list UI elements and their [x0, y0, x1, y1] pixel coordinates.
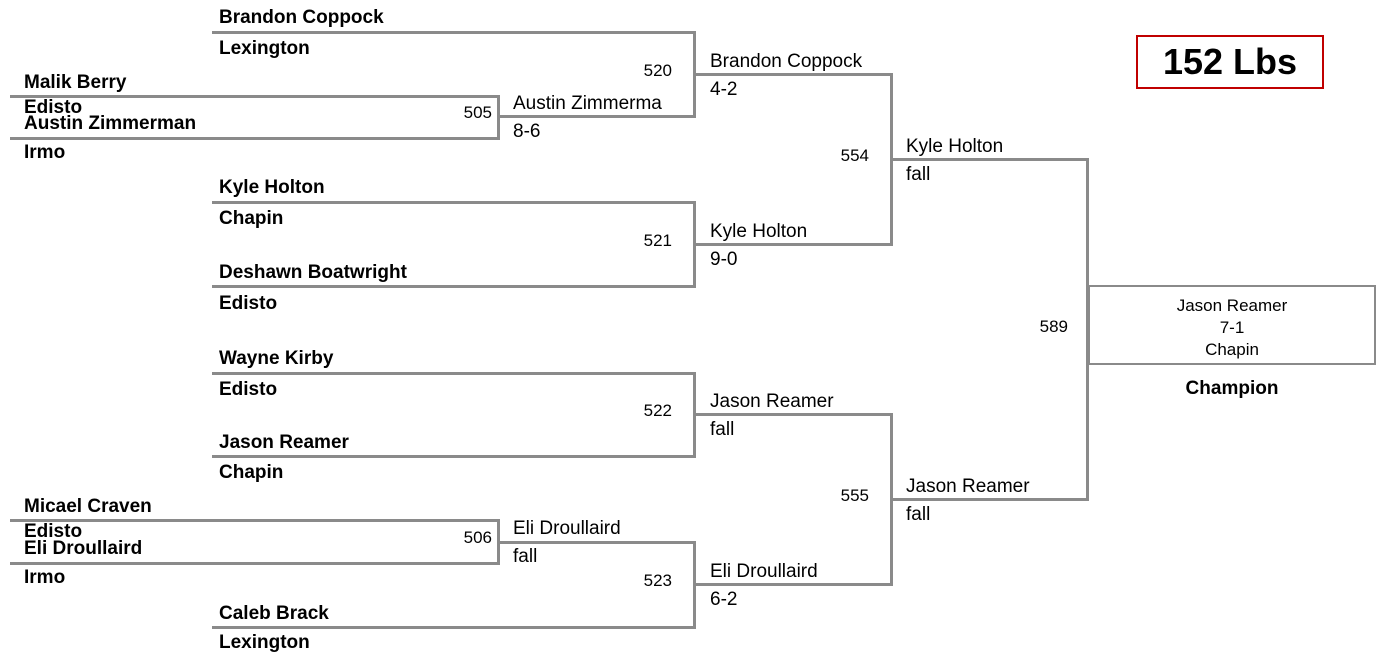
- bracket-line: [212, 201, 696, 204]
- bracket-line: [212, 455, 696, 458]
- wrestler-team: Edisto: [24, 521, 83, 542]
- wrestler-name: Caleb Brack: [219, 603, 329, 624]
- champion-score: 7-1: [1219, 318, 1245, 337]
- bout-number: 522: [643, 401, 672, 420]
- bracket-line: [890, 158, 1089, 161]
- bracket-line: [10, 562, 500, 565]
- wrestler-team: Irmo: [24, 567, 66, 588]
- bout-winner: Eli Droullaird: [513, 518, 621, 539]
- bracket-line: [497, 115, 696, 118]
- wrestler-team: Edisto: [24, 97, 83, 118]
- bracket-line: [890, 498, 1089, 501]
- bout-number: 589: [1039, 317, 1068, 336]
- bout-score: fall: [710, 419, 735, 440]
- bracket-line: [212, 626, 696, 629]
- champion-name: Jason Reamer: [1176, 296, 1288, 315]
- weight-class-badge: 152 Lbs: [1136, 35, 1324, 89]
- bracket-line: [212, 372, 696, 375]
- bout-winner: Austin Zimmerma: [513, 93, 662, 114]
- bracket-line: [693, 243, 893, 246]
- bracket-line: [212, 285, 696, 288]
- wrestler-name: Wayne Kirby: [219, 348, 334, 369]
- wrestler-team: Chapin: [219, 208, 284, 229]
- bout-score: 8-6: [513, 121, 541, 142]
- champion-team: Chapin: [1205, 340, 1259, 359]
- bout-number: 554: [840, 146, 869, 165]
- bout-score: fall: [513, 546, 538, 567]
- wrestler-team: Chapin: [219, 462, 284, 483]
- bout-number: 555: [840, 486, 869, 505]
- wrestler-name: Micael Craven: [24, 496, 152, 517]
- wrestler-team: Edisto: [219, 293, 278, 314]
- bracket-line: [212, 31, 696, 34]
- bracket-line: [10, 95, 500, 98]
- bout-winner: Jason Reamer: [710, 391, 834, 412]
- wrestler-name: Jason Reamer: [219, 432, 349, 453]
- bout-number: 521: [643, 231, 672, 250]
- bracket-line: [10, 137, 500, 140]
- bout-winner: Jason Reamer: [906, 476, 1030, 497]
- bracket-line: [693, 73, 893, 76]
- wrestler-team: Edisto: [219, 379, 278, 400]
- bout-score: 4-2: [710, 79, 738, 100]
- wrestler-name: Austin Zimmerman: [24, 113, 197, 134]
- bout-number: 506: [463, 528, 492, 547]
- bout-winner: Eli Droullaird: [710, 561, 818, 582]
- bout-number: 520: [643, 61, 672, 80]
- bout-score: 9-0: [710, 249, 738, 270]
- champion-label: Champion: [1185, 378, 1279, 399]
- bracket-line: [693, 583, 893, 586]
- bracket-line: [497, 541, 696, 544]
- wrestler-name: Deshawn Boatwright: [219, 262, 407, 283]
- wrestler-name: Eli Droullaird: [24, 538, 143, 559]
- wrestler-name: Malik Berry: [24, 72, 127, 93]
- bout-number: 523: [643, 571, 672, 590]
- bout-score: fall: [906, 504, 931, 525]
- bout-winner: Brandon Coppock: [710, 51, 863, 72]
- wrestler-team: Irmo: [24, 142, 66, 163]
- bout-winner: Kyle Holton: [906, 136, 1004, 157]
- wrestler-name: Kyle Holton: [219, 177, 325, 198]
- bout-winner: Kyle Holton: [710, 221, 808, 242]
- bracket-line: [693, 413, 893, 416]
- wrestler-team: Lexington: [219, 38, 310, 59]
- bout-number: 505: [463, 103, 492, 122]
- wrestler-name: Brandon Coppock: [219, 7, 384, 28]
- wrestler-team: Lexington: [219, 632, 310, 653]
- bracket-line: [10, 519, 500, 522]
- bout-score: fall: [906, 164, 931, 185]
- bout-score: 6-2: [710, 589, 738, 610]
